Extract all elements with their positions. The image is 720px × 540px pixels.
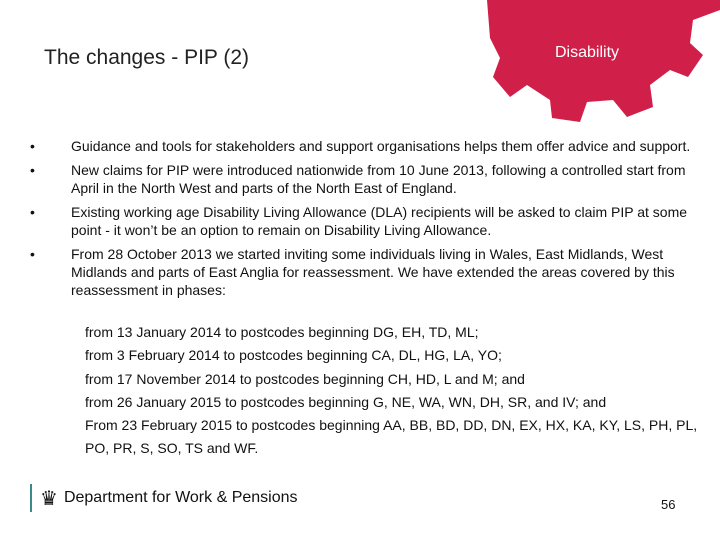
bullet-text: Existing working age Disability Living Allowance (DLA) recipients will be asked to claim PIP at some point - it won’t be an option to remain on Disability Living Allowance. xyxy=(71,204,688,238)
page-title: The changes - PIP (2) xyxy=(44,46,250,69)
bullet-icon: • xyxy=(30,138,35,154)
bullet-text: From 28 October 2013 we started inviting some individuals living in Wales, East Midlands, West Midlands and parts of East Anglia for reassessment. We have extended the areas covered by this reassessment in phases: xyxy=(71,246,675,298)
section-label: Disability xyxy=(555,44,620,61)
bullet-list xyxy=(30,137,700,305)
logo-divider xyxy=(30,484,32,512)
phase-item: from 3 February 2014 to postcodes beginning CA, DL, HG, LA, YO; xyxy=(85,347,502,364)
phase-item: from 17 November 2014 to postcodes beginning CH, HD, L and M; and xyxy=(85,370,525,387)
bullet-icon: • xyxy=(30,204,35,220)
phase-item: from 26 January 2015 to postcodes beginning G, NE, WA, WN, DH, SR, and IV; and xyxy=(85,393,607,410)
organisation-name: Department for Work & Pensions xyxy=(63,489,298,506)
list-item xyxy=(30,137,700,155)
bullet-text: Guidance and tools for stakeholders and support organisations helps them offer advice and support. xyxy=(71,138,691,154)
phase-item: from 13 January 2014 to postcodes beginning DG, EH, TD, ML; xyxy=(85,324,479,340)
list-item xyxy=(30,245,700,299)
list-item xyxy=(30,161,700,197)
dwp-logo xyxy=(30,484,298,512)
bullet-icon: • xyxy=(30,162,35,178)
royal-crest-icon: ♛ xyxy=(40,487,58,510)
bullet-icon: • xyxy=(30,246,35,262)
list-item xyxy=(30,203,700,239)
phase-list xyxy=(85,321,705,461)
page-number: 56 xyxy=(661,497,676,512)
bullet-text: New claims for PIP were introduced nationwide from 10 June 2013, following a controlled start from April in the North West and parts of the North East of England. xyxy=(71,162,686,196)
phase-item: From 23 February 2015 to postcodes beginning AA, BB, BD, DD, DN, EX, HX, KA, KY, LS, PH, PL, PO, PR, S, SO, TS and WF. xyxy=(85,417,698,457)
